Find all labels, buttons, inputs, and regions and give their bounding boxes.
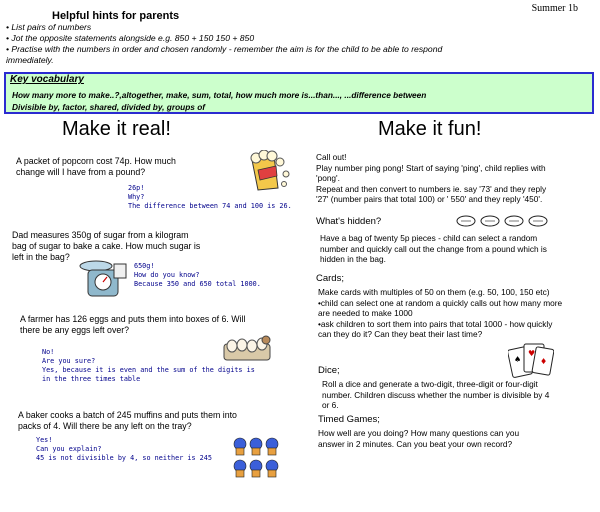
coins-icon [456, 214, 566, 228]
timed-games-text [318, 428, 600, 449]
answer-line: Because 350 and 650 total 1000. [134, 280, 261, 288]
answer-line: Are you sure? [42, 357, 96, 365]
callout-heading: Call out! [316, 152, 347, 162]
question-line: A packet of popcorn cost 74p. How much [16, 156, 176, 166]
timed-games-line: answer in 2 minutes. Can you beat your own record? [318, 438, 513, 449]
cards-heading: Cards; [316, 273, 344, 284]
problem-eggs-question [20, 314, 280, 336]
answer-line: 45 is not divisible by 4, so neither is 245 [36, 454, 212, 462]
callout-line: '27' (number pairs that total 100) or ' 550' and they reply '450'. [316, 194, 543, 204]
cards-line: •child can select one at random a quickly calls out how many more [318, 297, 563, 308]
question-line: A baker cooks a batch of 245 muffins and puts them into [18, 410, 237, 420]
answer-line: The difference between 74 and 100 is 26. [128, 202, 292, 210]
svg-text:♥: ♥ [528, 349, 536, 358]
vocabulary-line-1: How many more to make..?,altogether, make, sum, total, how much more is...than..., ...difference between [12, 90, 427, 100]
callout-section [316, 152, 600, 205]
question-line: Dad measures 350g of sugar from a kilogram [12, 230, 189, 240]
cards-line: Make cards with multiples of 50 on them (e.g. 50, 100, 150 etc) [318, 287, 550, 297]
answer-line: No! [42, 348, 55, 356]
question-line: bag of sugar to bake a cake. How much sugar is [12, 241, 201, 251]
whats-hidden-line: hidden in the bag. [320, 254, 386, 264]
problem-popcorn-question [16, 156, 236, 178]
hint-line: immediately. [6, 55, 54, 65]
answer-line: 650g! [134, 262, 155, 270]
question-line: packs of 4. Will there be any left on the tray? [18, 421, 192, 431]
term-label: Summer 1b [531, 3, 578, 14]
problem-eggs-answer [42, 348, 255, 384]
hint-line: • Jot the opposite statements alongside e.g. 850 + 150 150 + 850 [6, 33, 255, 43]
dice-line: or 6. [322, 400, 339, 410]
page-title: Helpful hints for parents [52, 10, 180, 22]
problem-sugar-answer [134, 262, 261, 289]
question-line: there be any eggs left over? [20, 325, 130, 335]
answer-line: Yes, because it is even and the sum of the digits is [42, 366, 255, 374]
hint-line: • List pairs of numbers [6, 22, 92, 32]
make-it-real-heading: Make it real! [62, 118, 171, 140]
cards-line: •ask children to sort them into pairs that total 1000 - how quickly [318, 318, 553, 329]
answer-line: Yes! [36, 436, 53, 444]
kitchen-scales-icon [78, 258, 128, 300]
dice-heading: Dice; [318, 365, 340, 376]
answer-line: Why? [128, 193, 145, 201]
answer-line: How do you know? [134, 271, 200, 279]
timed-games-heading: Timed Games; [318, 414, 380, 425]
cards-line: can they do it? Can they beat their last time? [318, 329, 483, 339]
whats-hidden-heading: What's hidden? [316, 216, 382, 227]
whats-hidden-text [320, 233, 600, 265]
whats-hidden-line: number and quickly call out the change from a pound which is [320, 243, 547, 254]
answer-line: 26p! [128, 184, 145, 192]
callout-line: Repeat and then convert to numbers ie. say '73' and they reply [316, 183, 547, 194]
popcorn-bag-icon [244, 150, 298, 194]
callout-line: 'pong'. [316, 173, 340, 183]
cards-line: are needed to make 1000 [318, 308, 413, 318]
dice-line: Roll a dice and generate a two-digit, three-digit or four-digit [322, 379, 538, 389]
muffin-tray-icon [230, 436, 282, 480]
question-line: change will I have from a pound? [16, 167, 146, 177]
whats-hidden-line: Have a bag of twenty 5p pieces - child can select a random [320, 233, 538, 243]
problem-muffins-question [18, 410, 278, 432]
callout-line: Play number ping pong! Start of saying 'ping', child replies with [316, 162, 546, 173]
vocabulary-title: Key vocabulary [10, 74, 84, 85]
answer-line: Can you explain? [36, 445, 102, 453]
timed-games-line: How well are you doing? How many questions can you [318, 428, 520, 438]
answer-line: in the three times table [42, 375, 141, 383]
vocabulary-line-2: Divisible by, factor, shared, divided by, groups of [12, 102, 206, 112]
make-it-fun-heading: Make it fun! [378, 118, 482, 140]
question-line: left in the bag? [12, 252, 70, 262]
svg-text:♦: ♦ [540, 357, 548, 366]
dice-line: number. Children discuss whether the number is divisible by 4 [322, 389, 550, 400]
problem-muffins-answer [36, 436, 212, 463]
hint-line: • Practise with the numbers in order and chosen randomly - remember the aim is for the child to be able to respond [6, 44, 443, 54]
question-line: A farmer has 126 eggs and puts them into boxes of 6. Will [20, 314, 246, 324]
cards-text [318, 287, 600, 340]
svg-text:♠: ♠ [514, 355, 522, 364]
dice-text [322, 379, 600, 411]
playing-cards-icon [508, 342, 554, 378]
hints-list [6, 22, 596, 66]
